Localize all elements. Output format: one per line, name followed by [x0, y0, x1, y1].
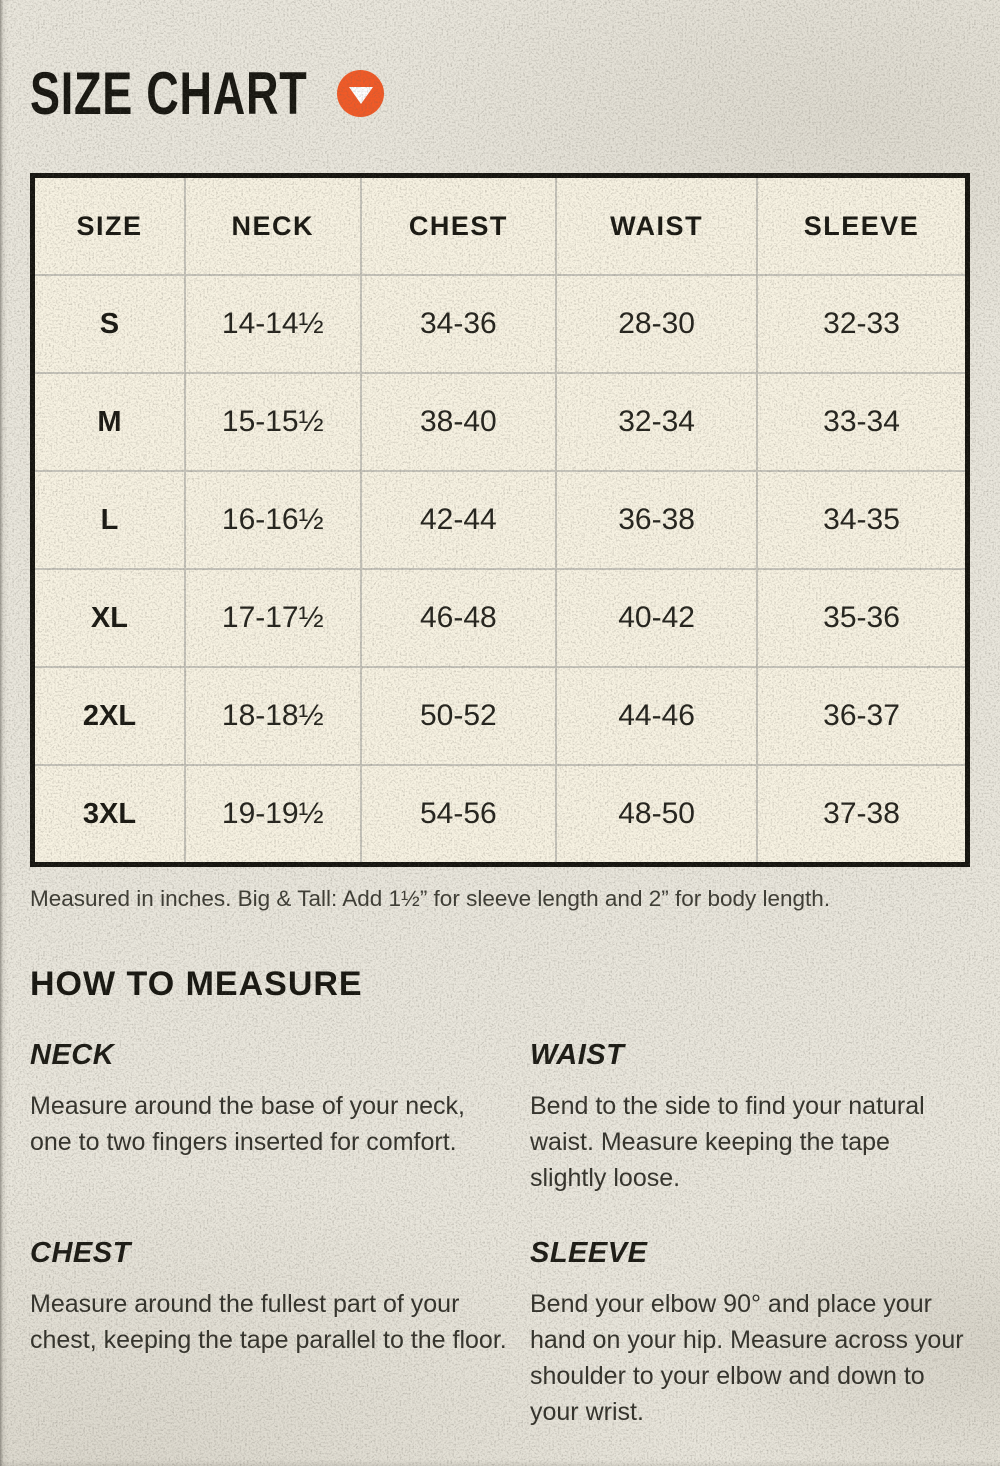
section-body-neck: Measure around the base of your neck, one to two fingers inserted for comfort. [30, 1092, 465, 1156]
section-heading-waist: WAIST [530, 1039, 625, 1071]
cell-neck: 14-14½ [185, 275, 361, 373]
column-header-sleeve: SLEEVE [757, 176, 967, 276]
cell-neck: 17-17½ [185, 569, 361, 667]
cell-waist: 28-30 [556, 275, 757, 373]
cell-sleeve: 36-37 [757, 667, 967, 765]
cell-neck: 15-15½ [185, 373, 361, 471]
section-heading-chest: CHEST [30, 1237, 131, 1269]
table-row-3xl [33, 765, 968, 865]
table-row-l [33, 471, 968, 569]
measure-section-chest [30, 1236, 530, 1430]
cell-chest: 38-40 [361, 373, 556, 471]
cell-size: L [33, 471, 185, 569]
cell-waist: 48-50 [556, 765, 757, 865]
section-body-sleeve: Bend your elbow 90° and place your hand on your hip. Measure across your shoulder to your elbow and down to your wrist. [530, 1290, 964, 1426]
measure-section-neck [30, 1038, 530, 1196]
column-header-waist: WAIST [556, 176, 757, 276]
table-row-s [33, 275, 968, 373]
cell-size: 2XL [33, 667, 185, 765]
down-arrow-icon [337, 70, 384, 117]
cell-chest: 50-52 [361, 667, 556, 765]
column-header-neck: NECK [185, 176, 361, 276]
table-row-xl [33, 569, 968, 667]
section-heading-sleeve: SLEEVE [530, 1237, 648, 1269]
cell-neck: 19-19½ [185, 765, 361, 865]
section-body-waist: Bend to the side to find your natural waist. Measure keeping the tape slightly loose. [530, 1092, 925, 1192]
table-row-m [33, 373, 968, 471]
cell-sleeve: 34-35 [757, 471, 967, 569]
column-header-chest: CHEST [361, 176, 556, 276]
section-heading-neck: NECK [30, 1039, 115, 1071]
cell-size: 3XL [33, 765, 185, 865]
cell-waist: 36-38 [556, 471, 757, 569]
cell-neck: 18-18½ [185, 667, 361, 765]
header [30, 0, 970, 127]
cell-size: XL [33, 569, 185, 667]
measure-section-waist [530, 1038, 970, 1196]
cell-chest: 54-56 [361, 765, 556, 865]
cell-waist: 40-42 [556, 569, 757, 667]
cell-waist: 32-34 [556, 373, 757, 471]
cell-waist: 44-46 [556, 667, 757, 765]
cell-size: M [33, 373, 185, 471]
column-header-size: SIZE [33, 176, 185, 276]
header-row [33, 176, 968, 276]
size-chart-table [30, 173, 970, 867]
how-to-measure-grid [30, 1038, 970, 1430]
how-to-measure-title: HOW TO MEASURE [30, 965, 363, 1003]
measure-section-sleeve [530, 1236, 970, 1430]
table-row-2xl [33, 667, 968, 765]
cell-sleeve: 33-34 [757, 373, 967, 471]
page-title: SIZE CHART [30, 60, 308, 127]
cell-chest: 42-44 [361, 471, 556, 569]
cell-size: S [33, 275, 185, 373]
section-body-chest: Measure around the fullest part of your chest, keeping the tape parallel to the floor. [30, 1290, 507, 1354]
cell-sleeve: 37-38 [757, 765, 967, 865]
cell-sleeve: 32-33 [757, 275, 967, 373]
cell-chest: 46-48 [361, 569, 556, 667]
down-triangle-icon [349, 87, 373, 104]
cell-neck: 16-16½ [185, 471, 361, 569]
measurement-note: Measured in inches. Big & Tall: Add 1½” for sleeve length and 2” for body length. [30, 886, 831, 911]
cell-chest: 34-36 [361, 275, 556, 373]
cell-sleeve: 35-36 [757, 569, 967, 667]
